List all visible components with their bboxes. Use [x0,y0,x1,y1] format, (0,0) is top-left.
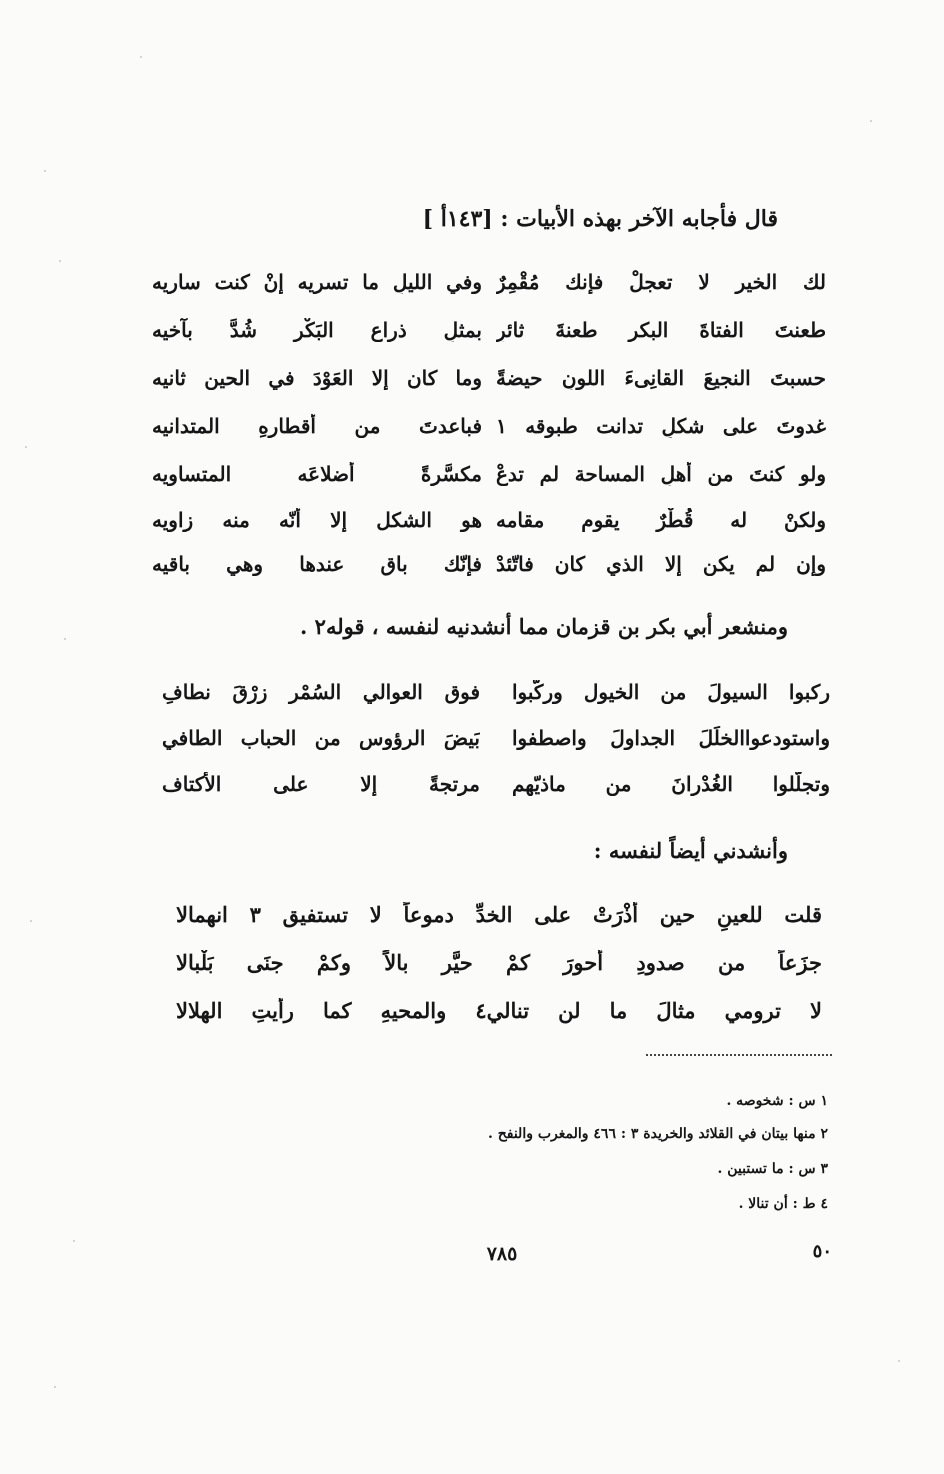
first-poem-verse-7 [152,552,826,596]
first-hemistich: وتجلّلوا الغُدْرانَ من ماذيّهم [512,772,830,796]
poem-introduction-heading: قال فأجابه الآخر بهذه الأبيات : [١٤٣أ ] [422,206,778,232]
first-hemistich: ولو كنتَ من أهلِ المساحة لم تدعْ [496,462,826,486]
paper-speck [870,120,872,122]
second-poem-verse-3 [162,772,830,816]
second-hemistich: فوق العوالي السُمْرِ زرْقَ نطافِ [162,680,480,704]
second-hemistich: بَيضَ الرؤوس من الحباب الطافي [162,726,480,750]
first-poem-verse-1 [152,270,826,314]
first-poem-verse-6 [152,508,826,552]
paper-speck [73,1240,75,1242]
second-poem-verse-1 [162,680,830,724]
paper-speck [54,1386,56,1388]
first-hemistich: وإن لم يكن إلا الذي كان فاتّئدْ [496,552,826,576]
second-hemistich: وما كان إلا العَوْدَ في الحينِ ثانيه [152,366,482,390]
second-hemistich: هو الشكل إلا أنّه منه زاويه [152,508,482,532]
paper-speck [30,920,32,922]
paper-speck [25,446,27,448]
page-number: ٧٨٥ [486,1243,518,1265]
footnote-4: ٤ ط : أن تنالا . [738,1196,828,1212]
paper-speck [140,56,142,58]
second-poem-verse-2 [162,726,830,770]
first-hemistich: لك الخير لا تعجلْ فإنك مُقْمِرٌ [496,270,826,294]
footnote-3: ٣ س : ما تستبين . [717,1161,828,1177]
first-hemistich: ولكنْ له قُطْرٌ يقوم مقامه [496,508,826,532]
footnote-2: ٢ منها بيتان في القلائد والخريدة ٣ : ٤٦٦ والمغرب والنفح . [487,1126,828,1142]
first-hemistich: ركبوا السيولَ من الخيول وركّبوا [512,680,830,704]
paper-speck [898,1360,900,1362]
first-poem-verse-3 [152,366,826,410]
paper-speck [59,260,61,262]
second-hemistich: مرتجةً إلا على الأكتاف [162,772,480,796]
first-poem-verse-4 [152,414,826,458]
first-poem-verse-2 [152,318,826,362]
first-hemistich: واستودعواالخلَلَ الجداولَ واصطفوا [512,726,830,750]
first-poem-verse-5 [152,462,826,506]
paper-speck [64,638,66,640]
footnote-1: ١ س : شخوصه . [726,1093,828,1109]
third-poem-verse-3: لا ترومي مثالَ ما لن تنالي٤ والمحيهِ كما رأيتِ الهلالا [176,998,822,1023]
second-hemistich: فإنّك باقٍ عندها وهي باقيه [152,552,482,576]
first-hemistich: غدوتَ على شكلٍ تدانت طبوقه ١ [496,414,826,438]
second-hemistich: بمثلِ ذراع البَكْرِ شُدَّ بآخيه [152,318,482,342]
footnote-divider [646,1054,832,1056]
first-hemistich: طعنتَ الفتاةَ البكر طعنةَ ثائرٍ [496,318,826,342]
third-poem-introduction: وأنشدني أيضاً لنفسه : [593,838,788,863]
third-poem-verse-1: قلت للعينِ حين أذْرَتْ على الخدِّ دموعاً لا تستفيق ٣ انهمالا [176,902,822,927]
second-hemistich: فباعدتَ من أقطارهِ المتدانيه [152,414,482,438]
second-poem-introduction: ومنشعر أبي بكر بن قزمان مما أنشدنيه لنفسه ، قوله٢ . [300,614,788,639]
printer-signature: ٥٠ [812,1241,832,1262]
third-poem-verse-2: جزَعاً من صدودِ أحورَ كمْ حيَّر بالاً وكمْ جنَى بَلْبالا [176,950,822,975]
paper-speck [44,170,46,172]
second-hemistich: مكسَّرةً أضلاعَه المتساويه [152,462,482,486]
second-hemistich: وفي الليلِ ما تسريه إنْ كنت ساريه [152,270,482,294]
first-hemistich: حسبتَ النجيعَ القانِىءَ اللونِ حيضةً [496,366,826,390]
